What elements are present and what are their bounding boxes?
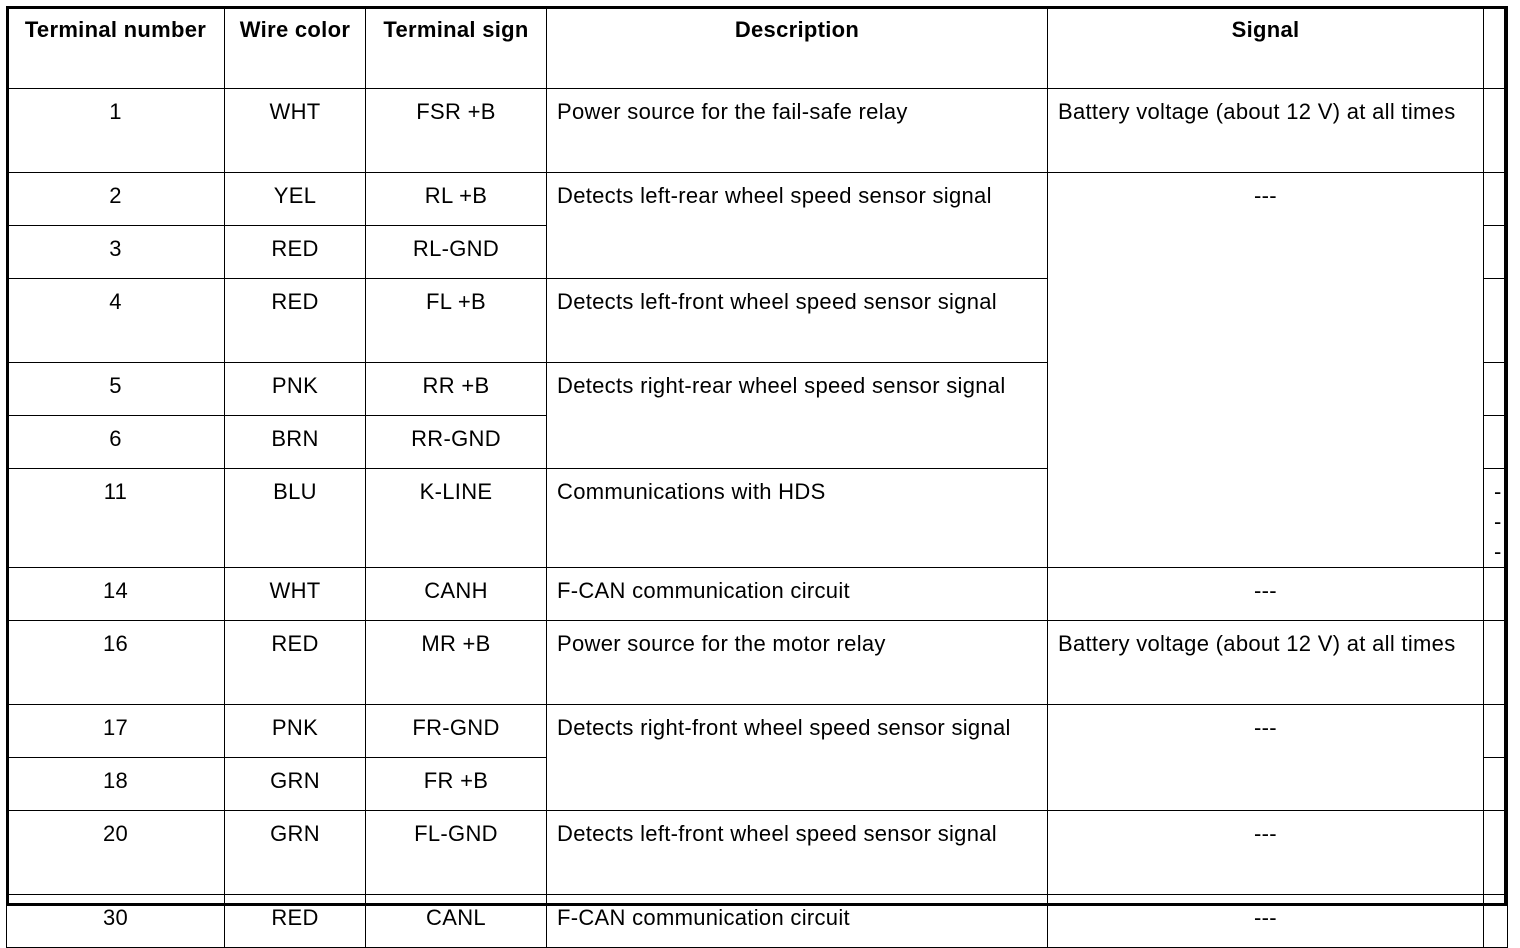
terminal-number-cell: 16	[7, 621, 225, 705]
terminal-sign-cell: RR +B	[366, 363, 547, 416]
terminal-number-cell: 5	[7, 363, 225, 416]
wire-color-cell: WHT	[225, 568, 366, 621]
header-description: Description	[547, 7, 1048, 89]
wire-color-cell: YEL	[225, 173, 366, 226]
description-cell: Detects right-rear wheel speed sensor signal	[547, 363, 1048, 469]
terminal-sign-cell: FL +B	[366, 279, 547, 363]
description-cell: Detects right-front wheel speed sensor signal	[547, 705, 1048, 811]
signal-cell: ---	[1048, 568, 1484, 621]
description-cell: Communications with HDS	[547, 469, 1048, 568]
description-cell: Detects left-front wheel speed sensor signal	[547, 279, 1048, 363]
terminal-sign-cell: CANH	[366, 568, 547, 621]
wire-color-cell: GRN	[225, 811, 366, 895]
terminal-number-cell: 30	[7, 895, 225, 948]
terminal-number-cell: 14	[7, 568, 225, 621]
signal-cell: ---	[1048, 811, 1484, 895]
wire-color-cell: RED	[225, 226, 366, 279]
wire-color-cell: BRN	[225, 416, 366, 469]
description-cell: Power source for the motor relay	[547, 621, 1048, 705]
signal-cell: Battery voltage (about 12 V) at all times	[1048, 621, 1484, 705]
description-cell: F-CAN communication circuit	[547, 895, 1048, 948]
terminal-sign-cell: FR +B	[366, 758, 547, 811]
terminal-number-cell: 2	[7, 173, 225, 226]
header-terminal-number: Terminal number	[7, 7, 225, 89]
terminal-number-cell: 1	[7, 89, 225, 173]
description-cell: Power source for the fail-safe relay	[547, 89, 1048, 173]
wire-color-cell: RED	[225, 279, 366, 363]
terminal-number-cell: 11	[7, 469, 225, 568]
terminal-number-cell: 6	[7, 416, 225, 469]
wire-color-cell: BLU	[225, 469, 366, 568]
description-cell: F-CAN communication circuit	[547, 568, 1048, 621]
terminal-sign-cell: K-LINE	[366, 469, 547, 568]
table-outer-border	[6, 6, 1507, 906]
signal-cell: ---	[1048, 895, 1484, 948]
terminal-number-cell: 18	[7, 758, 225, 811]
terminal-sign-cell: RL-GND	[366, 226, 547, 279]
terminal-number-cell: 17	[7, 705, 225, 758]
header-terminal-sign: Terminal sign	[366, 7, 547, 89]
wire-color-cell: GRN	[225, 758, 366, 811]
signal-cell: ---	[1484, 469, 1508, 568]
signal-cell: ---	[1048, 705, 1484, 811]
terminal-sign-cell: FL-GND	[366, 811, 547, 895]
terminal-sign-cell: RL +B	[366, 173, 547, 226]
terminal-sign-cell: FSR +B	[366, 89, 547, 173]
terminal-number-cell: 4	[7, 279, 225, 363]
terminal-number-cell: 3	[7, 226, 225, 279]
wire-color-cell: PNK	[225, 363, 366, 416]
terminal-sign-cell: MR +B	[366, 621, 547, 705]
signal-cell: Battery voltage (about 12 V) at all times	[1048, 89, 1484, 173]
header-signal: Signal	[1048, 7, 1484, 89]
header-wire-color: Wire color	[225, 7, 366, 89]
terminal-sign-cell: CANL	[366, 895, 547, 948]
wire-color-cell: WHT	[225, 89, 366, 173]
terminal-sign-cell: FR-GND	[366, 705, 547, 758]
wire-color-cell: PNK	[225, 705, 366, 758]
description-cell: Detects left-front wheel speed sensor signal	[547, 811, 1048, 895]
wire-color-cell: RED	[225, 621, 366, 705]
terminal-sign-cell: RR-GND	[366, 416, 547, 469]
terminal-number-cell: 20	[7, 811, 225, 895]
description-cell: Detects left-rear wheel speed sensor signal	[547, 173, 1048, 279]
wire-color-cell: RED	[225, 895, 366, 948]
signal-cell: ---	[1048, 173, 1484, 568]
